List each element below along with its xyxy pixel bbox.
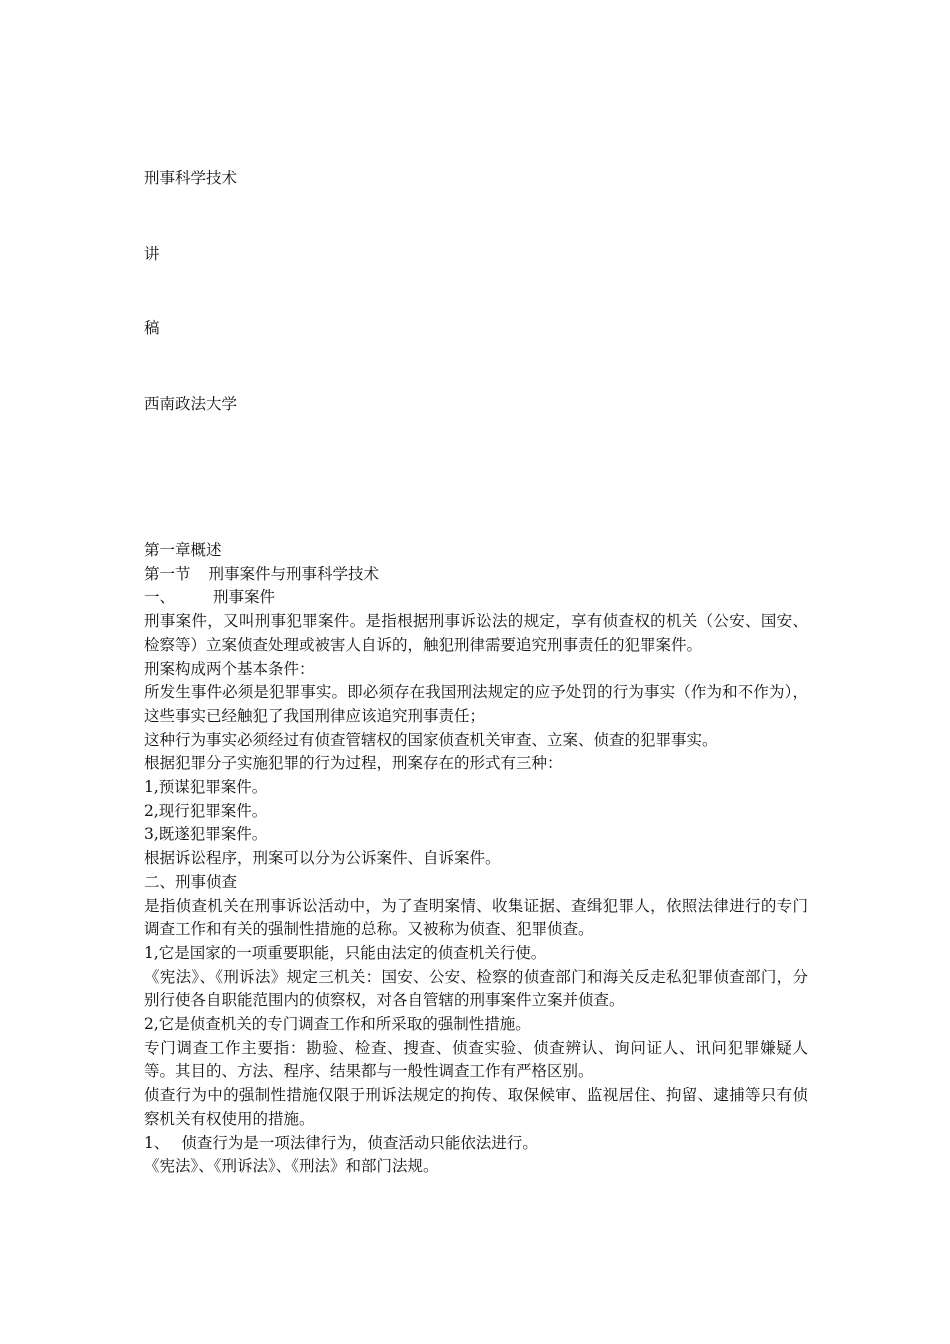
paragraph-laws: 《宪法》、《刑诉法》、《刑法》和部门法规。 [144,1157,439,1176]
list-item-form-1: 1,预谋犯罪案件。 [144,778,268,797]
section-name: 刑事案件与刑事科学技术 [208,564,380,583]
cover-institution: 西南政法大学 [144,395,238,413]
cover-char-jiang: 讲 [144,245,160,263]
point-3-number: 1、 [144,1133,170,1152]
section-number: 第一节 [144,564,191,583]
paragraph-investigation: 是指侦查机关在刑事诉讼活动中，为了查明案情、收集证据、查缉犯罪人，依照法律进行的专门调查工作和有关的强制性措施的总称。又被称为侦查、犯罪侦查。 [144,896,808,939]
section-title [144,563,808,587]
list-item-point-2: 2,它是侦查机关的专门调查工作和所采取的强制性措施。 [144,1015,531,1034]
heading-text: 刑事案件 [213,588,276,607]
heading-criminal-case [144,586,808,610]
list-item-form-2: 2,现行犯罪案件。 [144,801,268,820]
paragraph-condition-1: 所发生事件必须是犯罪事实。即必须存在我国刑法规定的应予处罚的行为事实（作为和不作为），这些事实已经触犯了我国刑律应该追究刑事责任； [144,683,808,725]
cover-char-gao: 稿 [144,319,160,337]
heading-investigation: 二、刑事侦查 [144,872,238,891]
paragraph-three-organs: 《宪法》、《刑诉法》规定三机关：国安、公安、检察的侦查部门和海关反走私犯罪侦查部门，分别行使各自职能范围内的侦察权，对各自管辖的刑事案件立案并侦查。 [144,967,808,1010]
paragraph-forms: 根据犯罪分子实施犯罪的行为过程，刑案存在的形式有三种： [144,754,563,773]
paragraph-special-work: 专门调查工作主要指：勘验、检查、搜查、侦查实验、侦查辨认、询问证人、讯问犯罪嫌疑人等。其目的、方法、程序、结果都与一般性调查工作有严格区别。 [144,1038,808,1081]
paragraph-procedure: 根据诉讼程序，刑案可以分为公诉案件、自诉案件。 [144,849,501,868]
heading-number: 一、 [144,588,176,607]
list-item-point-3 [144,1132,808,1156]
list-item-point-1: 1,它是国家的一项重要职能，只能由法定的侦查机关行使。 [144,943,547,962]
document-body [144,539,808,1179]
paragraph-definition: 刑事案件，又叫刑事犯罪案件。是指根据刑事诉讼法的规定，享有侦查权的机关（公安、国安、检察等）立案侦查处理或被害人自诉的，触犯刑律需要追究刑事责任的犯罪案件。 [144,612,808,654]
chapter-title: 第一章概述 [144,541,222,559]
paragraph-coercive-measures: 侦查行为中的强制性措施仅限于刑诉法规定的拘传、取保候审、监视居住、拘留、逮捕等只有侦察机关有权使用的措施。 [144,1086,808,1128]
list-item-form-3: 3,既遂犯罪案件。 [144,825,268,844]
paragraph-conditions: 刑案构成两个基本条件： [144,659,315,678]
paragraph-condition-2: 这种行为事实必须经过有侦查管辖权的国家侦查机关审查、立案、侦查的犯罪事实。 [144,730,718,749]
cover-title: 刑事科学技术 [144,169,238,187]
point-3-text: 侦查行为是一项法律行为，侦查活动只能依法进行。 [181,1133,538,1152]
